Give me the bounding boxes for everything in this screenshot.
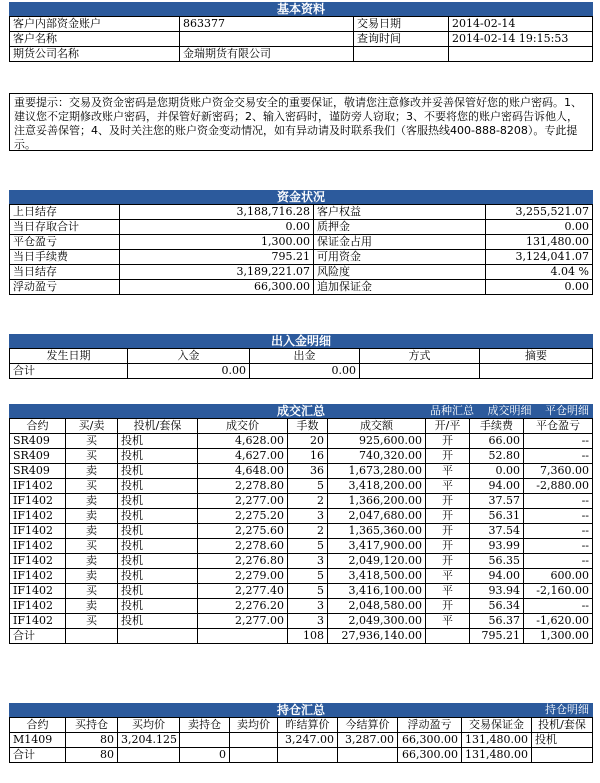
trade-contract: IF1402 xyxy=(10,539,66,554)
trades-header-pnl: 平仓盈亏 xyxy=(524,419,593,434)
fund-label: 客户权益 xyxy=(314,205,486,220)
trade-fee: 56.35 xyxy=(470,554,524,569)
fund-value: 1,300.00 xyxy=(120,235,314,250)
trade-side: 卖 xyxy=(66,464,118,479)
inout-title: 出入金明细 xyxy=(9,334,593,348)
fund-value: 66,300.00 xyxy=(120,280,314,295)
trade-contract: SR409 xyxy=(10,434,66,449)
trade-side: 卖 xyxy=(66,494,118,509)
trades-header-open-close: 开/平 xyxy=(426,419,470,434)
trade-pnl: 7,360.00 xyxy=(524,464,593,479)
fund-value: 3,189,221.07 xyxy=(120,265,314,280)
inout-total-in: 0.00 xyxy=(128,364,250,379)
trades-header-lots: 手数 xyxy=(288,419,328,434)
fund-value: 795.21 xyxy=(120,250,314,265)
trades-header-side: 买/卖 xyxy=(66,419,118,434)
notice-section xyxy=(9,93,593,151)
trades-title-bar xyxy=(9,404,593,418)
position-detail-link[interactable]: 持仓明细 xyxy=(545,703,589,716)
table-row xyxy=(10,509,593,524)
inout-header-in: 入金 xyxy=(128,349,250,364)
trade-open-close: 开 xyxy=(426,599,470,614)
positions-header-sell-avg: 卖均价 xyxy=(230,718,278,733)
name-value xyxy=(180,32,354,47)
trade-fee: 37.57 xyxy=(470,494,524,509)
trade-contract: IF1402 xyxy=(10,584,66,599)
position-hedge: 投机 xyxy=(532,733,593,748)
trade-hedge: 投机 xyxy=(118,449,198,464)
fund-label: 浮动盈亏 xyxy=(10,280,120,295)
positions-header-contract: 合约 xyxy=(10,718,66,733)
trade-side: 卖 xyxy=(66,554,118,569)
inout-header-method: 方式 xyxy=(360,349,480,364)
empty-cell xyxy=(230,748,278,763)
table-row xyxy=(10,599,593,614)
trade-open-close: 开 xyxy=(426,494,470,509)
inout-section xyxy=(9,334,593,379)
empty-cell xyxy=(480,364,593,379)
basic-info-table xyxy=(9,16,593,62)
positions-header-prev-settle: 昨结算价 xyxy=(278,718,338,733)
fund-label: 平仓盈亏 xyxy=(10,235,120,250)
empty-cell xyxy=(360,364,480,379)
fund-label: 当日结存 xyxy=(10,265,120,280)
basic-info-title: 基本资料 xyxy=(9,2,593,16)
trade-lots: 3 xyxy=(288,509,328,524)
trade-amount: 3,418,200.00 xyxy=(328,479,426,494)
positions-total-label: 合计 xyxy=(10,748,66,763)
table-row xyxy=(10,584,593,599)
trade-amount: 2,048,580.00 xyxy=(328,599,426,614)
inout-table xyxy=(9,348,593,379)
trade-lots: 3 xyxy=(288,599,328,614)
trade-date-value: 2014-02-14 xyxy=(449,17,593,32)
trade-side: 卖 xyxy=(66,509,118,524)
empty-cell xyxy=(66,629,118,644)
trade-open-close: 平 xyxy=(426,464,470,479)
trade-contract: IF1402 xyxy=(10,494,66,509)
fund-label: 上日结存 xyxy=(10,205,120,220)
fund-value: 4.04 % xyxy=(486,265,593,280)
trade-fee: 52.80 xyxy=(470,449,524,464)
trade-amount: 740,320.00 xyxy=(328,449,426,464)
inout-total-label: 合计 xyxy=(10,364,128,379)
trade-hedge: 投机 xyxy=(118,539,198,554)
trade-price: 2,278.60 xyxy=(198,539,288,554)
trade-fee: 56.34 xyxy=(470,599,524,614)
empty-cell xyxy=(532,748,593,763)
trade-price: 2,276.20 xyxy=(198,599,288,614)
table-row xyxy=(10,524,593,539)
trades-section xyxy=(9,404,593,644)
inout-header-out: 出金 xyxy=(250,349,360,364)
trade-price: 2,275.60 xyxy=(198,524,288,539)
trade-side: 卖 xyxy=(66,569,118,584)
table-row xyxy=(10,449,593,464)
trade-date-label: 交易日期 xyxy=(354,17,449,32)
trade-contract: IF1402 xyxy=(10,509,66,524)
close-detail-link[interactable]: 平仓明细 xyxy=(545,404,589,417)
trade-fee: 56.37 xyxy=(470,614,524,629)
positions-total-buy: 80 xyxy=(66,748,118,763)
trade-contract: IF1402 xyxy=(10,599,66,614)
trade-fee: 56.31 xyxy=(470,509,524,524)
trade-pnl: -- xyxy=(524,449,593,464)
trade-lots: 3 xyxy=(288,554,328,569)
fund-value: 3,255,521.07 xyxy=(486,205,593,220)
trades-total-amount: 27,936,140.00 xyxy=(328,629,426,644)
trade-lots: 5 xyxy=(288,584,328,599)
position-buy-qty: 80 xyxy=(66,733,118,748)
position-today-settle: 3,287.00 xyxy=(338,733,398,748)
trades-header-fee: 手续费 xyxy=(470,419,524,434)
position-sell-qty xyxy=(180,733,230,748)
fund-label: 追加保证金 xyxy=(314,280,486,295)
inout-header-date: 发生日期 xyxy=(10,349,128,364)
trade-pnl: -- xyxy=(524,539,593,554)
trades-header-price: 成交价 xyxy=(198,419,288,434)
trade-side: 卖 xyxy=(66,599,118,614)
trade-amount: 925,600.00 xyxy=(328,434,426,449)
funds-title: 资金状况 xyxy=(9,190,593,204)
name-label: 客户名称 xyxy=(10,32,180,47)
fund-label: 当日存取合计 xyxy=(10,220,120,235)
trades-header-contract: 合约 xyxy=(10,419,66,434)
trade-amount: 1,365,360.00 xyxy=(328,524,426,539)
trade-pnl: -- xyxy=(524,434,593,449)
trade-pnl: 600.00 xyxy=(524,569,593,584)
positions-header-float-pnl: 浮动盈亏 xyxy=(398,718,462,733)
trades-total-fee: 795.21 xyxy=(470,629,524,644)
fund-value: 0.00 xyxy=(486,280,593,295)
trade-lots: 3 xyxy=(288,614,328,629)
trade-contract: SR409 xyxy=(10,464,66,479)
trade-open-close: 开 xyxy=(426,554,470,569)
table-row xyxy=(10,539,593,554)
trades-header-hedge: 投机/套保 xyxy=(118,419,198,434)
funds-section xyxy=(9,190,593,295)
table-row xyxy=(10,733,593,748)
position-float-pnl: 66,300.00 xyxy=(398,733,462,748)
trade-price: 4,648.00 xyxy=(198,464,288,479)
basic-info-section xyxy=(9,2,593,62)
trade-open-close: 开 xyxy=(426,509,470,524)
account-label: 客户内部资金账户 xyxy=(10,17,180,32)
trade-pnl: -2,880.00 xyxy=(524,479,593,494)
trades-total-label: 合计 xyxy=(10,629,66,644)
positions-title-bar xyxy=(9,703,593,717)
positions-total-sell: 0 xyxy=(180,748,230,763)
empty-cell xyxy=(118,629,198,644)
trade-contract: IF1402 xyxy=(10,569,66,584)
trades-table xyxy=(9,418,593,644)
trade-lots: 16 xyxy=(288,449,328,464)
table-row xyxy=(10,494,593,509)
fund-value: 3,124,041.07 xyxy=(486,250,593,265)
trade-pnl: -- xyxy=(524,599,593,614)
trade-amount: 1,673,280.00 xyxy=(328,464,426,479)
trade-price: 2,276.80 xyxy=(198,554,288,569)
variety-summary-link[interactable]: 品种汇总 xyxy=(430,404,474,417)
trade-price: 2,279.00 xyxy=(198,569,288,584)
position-contract: M1409 xyxy=(10,733,66,748)
trade-hedge: 投机 xyxy=(118,614,198,629)
empty-cell xyxy=(278,748,338,763)
trade-pnl: -- xyxy=(524,509,593,524)
trade-contract: IF1402 xyxy=(10,614,66,629)
fund-label: 当日手续费 xyxy=(10,250,120,265)
trade-hedge: 投机 xyxy=(118,524,198,539)
positions-total-float: 66,300.00 xyxy=(398,748,462,763)
trade-amount: 3,416,100.00 xyxy=(328,584,426,599)
empty-cell xyxy=(198,629,288,644)
trade-amount: 1,366,200.00 xyxy=(328,494,426,509)
trade-side: 买 xyxy=(66,584,118,599)
trade-pnl: -- xyxy=(524,494,593,509)
trade-fee: 94.00 xyxy=(470,569,524,584)
trade-hedge: 投机 xyxy=(118,494,198,509)
funds-row xyxy=(10,220,593,235)
empty-cell xyxy=(338,748,398,763)
fund-value: 0.00 xyxy=(120,220,314,235)
trade-lots: 5 xyxy=(288,479,328,494)
fund-label: 风险度 xyxy=(314,265,486,280)
trade-open-close: 平 xyxy=(426,569,470,584)
table-row xyxy=(10,554,593,569)
account-value: 863377 xyxy=(180,17,354,32)
table-row xyxy=(10,434,593,449)
trade-detail-link[interactable]: 成交明细 xyxy=(487,404,532,417)
trade-lots: 2 xyxy=(288,494,328,509)
trade-lots: 5 xyxy=(288,539,328,554)
trade-hedge: 投机 xyxy=(118,569,198,584)
position-buy-avg: 3,204.125 xyxy=(118,733,180,748)
trade-side: 买 xyxy=(66,449,118,464)
trade-fee: 37.54 xyxy=(470,524,524,539)
company-label: 期货公司名称 xyxy=(10,47,180,62)
positions-header-today-settle: 今结算价 xyxy=(338,718,398,733)
trade-amount: 2,047,680.00 xyxy=(328,509,426,524)
trade-pnl: -- xyxy=(524,554,593,569)
fund-value: 0.00 xyxy=(486,220,593,235)
fund-label: 可用资金 xyxy=(314,250,486,265)
positions-header-hedge: 投机/套保 xyxy=(532,718,593,733)
position-margin: 131,480.00 xyxy=(462,733,532,748)
empty-cell xyxy=(118,748,180,763)
trade-fee: 66.00 xyxy=(470,434,524,449)
trade-hedge: 投机 xyxy=(118,599,198,614)
trade-contract: IF1402 xyxy=(10,554,66,569)
trade-amount: 2,049,300.00 xyxy=(328,614,426,629)
positions-table xyxy=(9,717,593,763)
inout-header-memo: 摘要 xyxy=(480,349,593,364)
funds-row xyxy=(10,205,593,220)
trade-price: 2,275.20 xyxy=(198,509,288,524)
trade-hedge: 投机 xyxy=(118,464,198,479)
trade-contract: IF1402 xyxy=(10,479,66,494)
trades-title: 成交汇总 xyxy=(276,404,325,418)
trade-fee: 93.99 xyxy=(470,539,524,554)
trade-side: 买 xyxy=(66,539,118,554)
trade-open-close: 平 xyxy=(426,614,470,629)
trade-fee: 0.00 xyxy=(470,464,524,479)
trade-pnl: -2,160.00 xyxy=(524,584,593,599)
trade-hedge: 投机 xyxy=(118,434,198,449)
query-time-value: 2014-02-14 19:15:53 xyxy=(449,32,593,47)
trades-total-pnl: 1,300.00 xyxy=(524,629,593,644)
trade-pnl: -1,620.00 xyxy=(524,614,593,629)
inout-total-out: 0.00 xyxy=(250,364,360,379)
positions-title: 持仓汇总 xyxy=(276,703,325,717)
trade-fee: 94.00 xyxy=(470,479,524,494)
table-row xyxy=(10,464,593,479)
trade-amount: 3,417,900.00 xyxy=(328,539,426,554)
table-row xyxy=(10,569,593,584)
positions-header-buy-qty: 买持仓 xyxy=(66,718,118,733)
trade-price: 2,278.80 xyxy=(198,479,288,494)
trade-price: 4,628.00 xyxy=(198,434,288,449)
query-time-label: 查询时间 xyxy=(354,32,449,47)
trade-price: 2,277.00 xyxy=(198,614,288,629)
funds-row xyxy=(10,250,593,265)
trade-lots: 20 xyxy=(288,434,328,449)
position-sell-avg xyxy=(230,733,278,748)
trade-side: 买 xyxy=(66,614,118,629)
trade-open-close: 平 xyxy=(426,479,470,494)
funds-row xyxy=(10,235,593,250)
trade-price: 4,627.00 xyxy=(198,449,288,464)
fund-label: 质押金 xyxy=(314,220,486,235)
positions-header-buy-avg: 买均价 xyxy=(118,718,180,733)
trade-price: 2,277.40 xyxy=(198,584,288,599)
fund-value: 131,480.00 xyxy=(486,235,593,250)
trade-lots: 5 xyxy=(288,569,328,584)
trade-amount: 2,049,120.00 xyxy=(328,554,426,569)
trade-hedge: 投机 xyxy=(118,554,198,569)
trade-hedge: 投机 xyxy=(118,509,198,524)
trades-header-amount: 成交额 xyxy=(328,419,426,434)
company-value: 金瑞期货有限公司 xyxy=(180,47,354,62)
trade-pnl: -- xyxy=(524,524,593,539)
trade-side: 买 xyxy=(66,434,118,449)
funds-table xyxy=(9,204,593,295)
positions-header-sell-qty: 卖持仓 xyxy=(180,718,230,733)
trade-lots: 36 xyxy=(288,464,328,479)
fund-label: 保证金占用 xyxy=(314,235,486,250)
trade-open-close: 开 xyxy=(426,539,470,554)
trade-contract: SR409 xyxy=(10,449,66,464)
trade-open-close: 开 xyxy=(426,434,470,449)
funds-row xyxy=(10,280,593,295)
trade-contract: IF1402 xyxy=(10,524,66,539)
table-row xyxy=(10,614,593,629)
fund-value: 3,188,716.28 xyxy=(120,205,314,220)
trade-open-close: 平 xyxy=(426,584,470,599)
trade-lots: 2 xyxy=(288,524,328,539)
positions-total-margin: 131,480.00 xyxy=(462,748,532,763)
trade-side: 买 xyxy=(66,479,118,494)
trade-open-close: 开 xyxy=(426,449,470,464)
empty-cell xyxy=(449,47,593,62)
funds-row xyxy=(10,265,593,280)
notice-text: 重要提示：交易及资金密码是您期货账户资金交易安全的重要保证，敬请您注意修改并妥善保管好您的账户密码。1、建议您不定期修改账户密码，并保管好新密码；2、输入密码时，谨防旁人窃取；3、不要将您的账户密码告诉他人，注意妥善保管；4、及时关注您的账户资金变动情况，如有异动请及时联系我们（客服热线400-888-8208）。专此提示。 xyxy=(9,93,593,151)
trades-total-lots: 108 xyxy=(288,629,328,644)
trade-side: 卖 xyxy=(66,524,118,539)
positions-header-margin: 交易保证金 xyxy=(462,718,532,733)
trade-hedge: 投机 xyxy=(118,479,198,494)
trade-amount: 3,418,500.00 xyxy=(328,569,426,584)
trade-fee: 93.94 xyxy=(470,584,524,599)
position-prev-settle: 3,247.00 xyxy=(278,733,338,748)
trade-hedge: 投机 xyxy=(118,584,198,599)
table-row xyxy=(10,479,593,494)
trade-price: 2,277.00 xyxy=(198,494,288,509)
trade-open-close: 开 xyxy=(426,524,470,539)
empty-cell xyxy=(426,629,470,644)
positions-section xyxy=(9,703,593,763)
empty-cell xyxy=(354,47,449,62)
